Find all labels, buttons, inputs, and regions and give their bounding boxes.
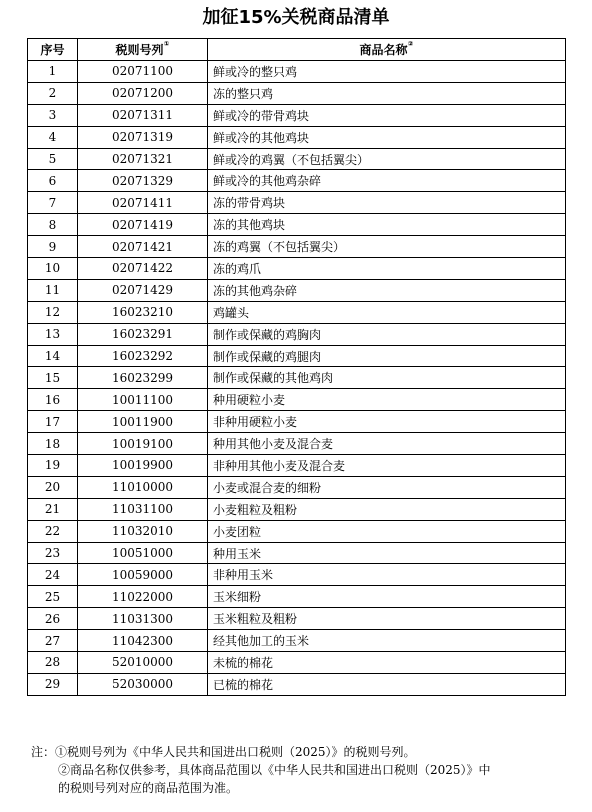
cell-name: 冻的整只鸡	[208, 82, 566, 104]
cell-seq: 11	[28, 279, 78, 301]
cell-code: 02071319	[78, 126, 208, 148]
cell-seq: 23	[28, 542, 78, 564]
table-row	[28, 652, 566, 674]
cell-name: 非种用硬粒小麦	[208, 411, 566, 433]
header-name-footnote-mark: ②	[407, 40, 414, 48]
cell-seq: 16	[28, 389, 78, 411]
cell-name: 鸡罐头	[208, 301, 566, 323]
cell-seq: 26	[28, 608, 78, 630]
header-code-footnote-mark: ①	[163, 40, 170, 48]
table-row	[28, 236, 566, 258]
cell-seq: 8	[28, 214, 78, 236]
table-row	[28, 564, 566, 586]
footnote-2-line-2: 的税则号列对应的商品范围为准。	[58, 781, 239, 795]
cell-seq: 12	[28, 301, 78, 323]
table-row	[28, 148, 566, 170]
table-row	[28, 411, 566, 433]
table-row	[28, 126, 566, 148]
table-row	[28, 455, 566, 477]
table-row	[28, 367, 566, 389]
cell-name: 制作或保藏的鸡腿肉	[208, 345, 566, 367]
header-code: 税则号列①	[78, 39, 208, 61]
cell-seq: 4	[28, 126, 78, 148]
cell-seq: 5	[28, 148, 78, 170]
table-row	[28, 192, 566, 214]
cell-code: 10019900	[78, 455, 208, 477]
table-header-row	[28, 39, 566, 61]
cell-code: 10059000	[78, 564, 208, 586]
cell-seq: 27	[28, 630, 78, 652]
cell-seq: 15	[28, 367, 78, 389]
table-row	[28, 61, 566, 83]
table-row	[28, 323, 566, 345]
cell-name: 小麦团粒	[208, 520, 566, 542]
cell-seq: 29	[28, 673, 78, 695]
cell-seq: 25	[28, 586, 78, 608]
cell-seq: 22	[28, 520, 78, 542]
cell-code: 02071419	[78, 214, 208, 236]
cell-seq: 13	[28, 323, 78, 345]
footnote-2-line-1: ②商品名称仅供参考，具体商品范围以《中华人民共和国进出口税则（2025）》中	[58, 763, 491, 777]
cell-seq: 2	[28, 82, 78, 104]
cell-code: 02071429	[78, 279, 208, 301]
cell-name: 鲜或冷的整只鸡	[208, 61, 566, 83]
cell-code: 11031300	[78, 608, 208, 630]
cell-name: 经其他加工的玉米	[208, 630, 566, 652]
table-row	[28, 586, 566, 608]
cell-code: 11031100	[78, 498, 208, 520]
cell-code: 52030000	[78, 673, 208, 695]
cell-name: 未梳的棉花	[208, 652, 566, 674]
cell-code: 11022000	[78, 586, 208, 608]
cell-name: 非种用玉米	[208, 564, 566, 586]
table-row	[28, 214, 566, 236]
cell-code: 02071321	[78, 148, 208, 170]
cell-code: 10011900	[78, 411, 208, 433]
cell-seq: 21	[28, 498, 78, 520]
table-row	[28, 498, 566, 520]
table-body	[28, 61, 566, 696]
cell-seq: 9	[28, 236, 78, 258]
cell-name: 鲜或冷的带骨鸡块	[208, 104, 566, 126]
table-row	[28, 170, 566, 192]
cell-name: 制作或保藏的鸡胸肉	[208, 323, 566, 345]
cell-seq: 18	[28, 433, 78, 455]
cell-seq: 19	[28, 455, 78, 477]
table-row	[28, 301, 566, 323]
cell-name: 冻的鸡爪	[208, 258, 566, 280]
table-row	[28, 520, 566, 542]
footnote-1: 注：①税则号列为《中华人民共和国进出口税则（2025）》的税则号列。	[31, 745, 416, 759]
table-row	[28, 82, 566, 104]
table-row	[28, 345, 566, 367]
page-title: 加征15%关税商品清单	[202, 7, 390, 28]
cell-code: 11032010	[78, 520, 208, 542]
cell-name: 小麦或混合麦的细粉	[208, 476, 566, 498]
cell-name: 冻的鸡翼（不包括翼尖）	[208, 236, 566, 258]
cell-name: 鲜或冷的鸡翼（不包括翼尖）	[208, 148, 566, 170]
table-row	[28, 542, 566, 564]
table-row	[28, 279, 566, 301]
footnote-label: 注：	[31, 745, 56, 759]
cell-name: 种用玉米	[208, 542, 566, 564]
cell-seq: 10	[28, 258, 78, 280]
cell-code: 02071311	[78, 104, 208, 126]
cell-code: 10019100	[78, 433, 208, 455]
cell-code: 16023210	[78, 301, 208, 323]
cell-code: 16023291	[78, 323, 208, 345]
table-row	[28, 630, 566, 652]
cell-seq: 1	[28, 61, 78, 83]
cell-code: 02071200	[78, 82, 208, 104]
cell-name: 冻的其他鸡杂碎	[208, 279, 566, 301]
cell-code: 16023292	[78, 345, 208, 367]
cell-code: 02071411	[78, 192, 208, 214]
cell-code: 02071422	[78, 258, 208, 280]
header-seq: 序号	[28, 39, 78, 61]
cell-code: 10011100	[78, 389, 208, 411]
cell-seq: 28	[28, 652, 78, 674]
cell-name: 非种用其他小麦及混合麦	[208, 455, 566, 477]
cell-code: 10051000	[78, 542, 208, 564]
cell-name: 玉米细粉	[208, 586, 566, 608]
table-row	[28, 608, 566, 630]
cell-seq: 17	[28, 411, 78, 433]
cell-name: 小麦粗粒及粗粉	[208, 498, 566, 520]
cell-code: 11042300	[78, 630, 208, 652]
cell-name: 已梳的棉花	[208, 673, 566, 695]
tariff-goods-table	[27, 38, 566, 696]
cell-name: 鲜或冷的其他鸡块	[208, 126, 566, 148]
footnotes	[31, 743, 561, 797]
header-name: 商品名称②	[208, 39, 566, 61]
cell-code: 02071100	[78, 61, 208, 83]
cell-name: 制作或保藏的其他鸡肉	[208, 367, 566, 389]
cell-name: 鲜或冷的其他鸡杂碎	[208, 170, 566, 192]
cell-seq: 3	[28, 104, 78, 126]
cell-name: 冻的带骨鸡块	[208, 192, 566, 214]
table-row	[28, 433, 566, 455]
cell-name: 种用硬粒小麦	[208, 389, 566, 411]
cell-code: 11010000	[78, 476, 208, 498]
table-row	[28, 389, 566, 411]
table-row	[28, 673, 566, 695]
cell-code: 02071421	[78, 236, 208, 258]
cell-name: 种用其他小麦及混合麦	[208, 433, 566, 455]
cell-seq: 14	[28, 345, 78, 367]
cell-seq: 20	[28, 476, 78, 498]
cell-name: 冻的其他鸡块	[208, 214, 566, 236]
cell-code: 52010000	[78, 652, 208, 674]
table-row	[28, 476, 566, 498]
cell-seq: 6	[28, 170, 78, 192]
table-row	[28, 258, 566, 280]
table-row	[28, 104, 566, 126]
cell-code: 02071329	[78, 170, 208, 192]
cell-code: 16023299	[78, 367, 208, 389]
cell-name: 玉米粗粒及粗粉	[208, 608, 566, 630]
cell-seq: 7	[28, 192, 78, 214]
cell-seq: 24	[28, 564, 78, 586]
